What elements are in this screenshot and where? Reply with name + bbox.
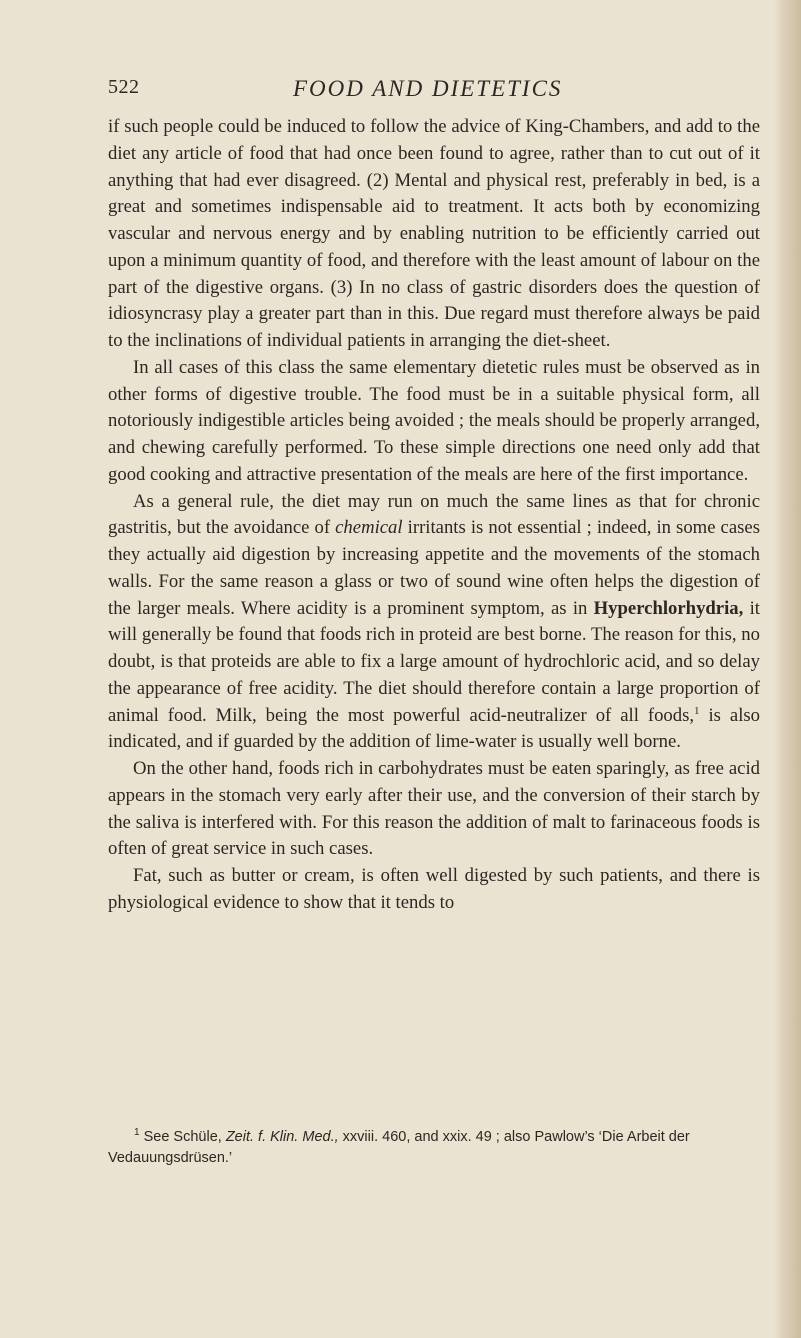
page-edge-shadow [773,0,801,1338]
paragraph-3 [108,489,760,757]
paragraph-4: On the other hand, foods rich in carbohydrates must be eaten sparingly, as free acid appears in the stomach very early after their use, and the conversion of their starch by the saliva is interfered with. For this reason the addition of malt to farinaceous foods is often of great service in such cases. [108,758,760,860]
footnote [108,1127,760,1169]
paragraph-2: In all cases of this class the same elementary dietetic rules must be observed as in other forms of digestive trouble. The food must be in a suitable physical form, all notoriously indigestible articles being avoided ; the meals should be properly arranged, and chewing carefully performed. To these simple directions one need only add that good cooking and attractive presentation of the meals are here of the first importance. [108,356,760,485]
bold-term-hyperchlorhydria: Hyperchlorhydria, [593,597,744,619]
paragraph-5: Fat, such as butter or cream, is often well digested by such patients, and there is physiological evidence to show that it tends to [108,865,760,913]
paragraph-3-text-d: is also indicated, and if guarded by the addition of lime-water is usually well borne. [108,704,760,753]
paragraph-3-text-a: As a general rule, the diet may run on much the same lines as that for chronic gastritis, but the avoidance of [108,490,760,539]
footnote-journal-italic: Zeit. f. Klin. Med., [225,1129,339,1145]
paragraph-1: if such people could be induced to follow the advice of King-Chambers, and add to the diet any article of food that had once been found to agree, rather than to cut out of it anything that had ever disagreed. (2) Mental and physical rest, preferably in bed, is a great and sometimes indispensable aid to treatment. It acts both by economizing vascular and nervous energy and by enabling nutrition to be efficiently carried out upon a minimum quantity of food, and therefore with the least amount of labour on the part of the digestive organs. (3) In no class of gastric disorders does the question of idiosyncrasy play a greater part than in this. Due regard must therefore always be paid to the inclinations of individual patients in arranging the diet-sheet. [108,116,760,351]
paragraph-3-text-c: it will generally be found that foods rich in proteid are best borne. The reason for this, no doubt, is that proteids are able to fix a large amount of hydrochloric acid, and so delay the appearance of free acidity. The diet should therefore contain a large proportion of animal food. Milk, being the most powerful acid-neutralizer of all foods, [108,597,760,726]
page-number: 522 [108,76,140,98]
page-header [108,76,760,110]
footnote-text [108,1127,760,1169]
footnote-text-b: xxviii. 460, and xxix. 49 ; also Pawlow’s ‘Die Arbeit der Vedauungsdrüsen.’ [108,1129,690,1166]
main-text [108,114,760,917]
footnote-reference: 1 [694,704,700,717]
italic-term-chemical: chemical [335,517,403,539]
footnote-text-a: See Schüle, [139,1129,226,1145]
footnote-mark: 1 [134,1127,140,1139]
paragraph-3-text-b: irritants is not essential ; indeed, in some cases they actually aid digestion by increasing appetite and the movements of the stomach walls. For the same reason a glass or two of sound wine often helps the digestion of the larger meals. Where acidity is a prominent symptom, as in [108,517,760,619]
running-title: FOOD AND DIETETICS [293,76,563,101]
